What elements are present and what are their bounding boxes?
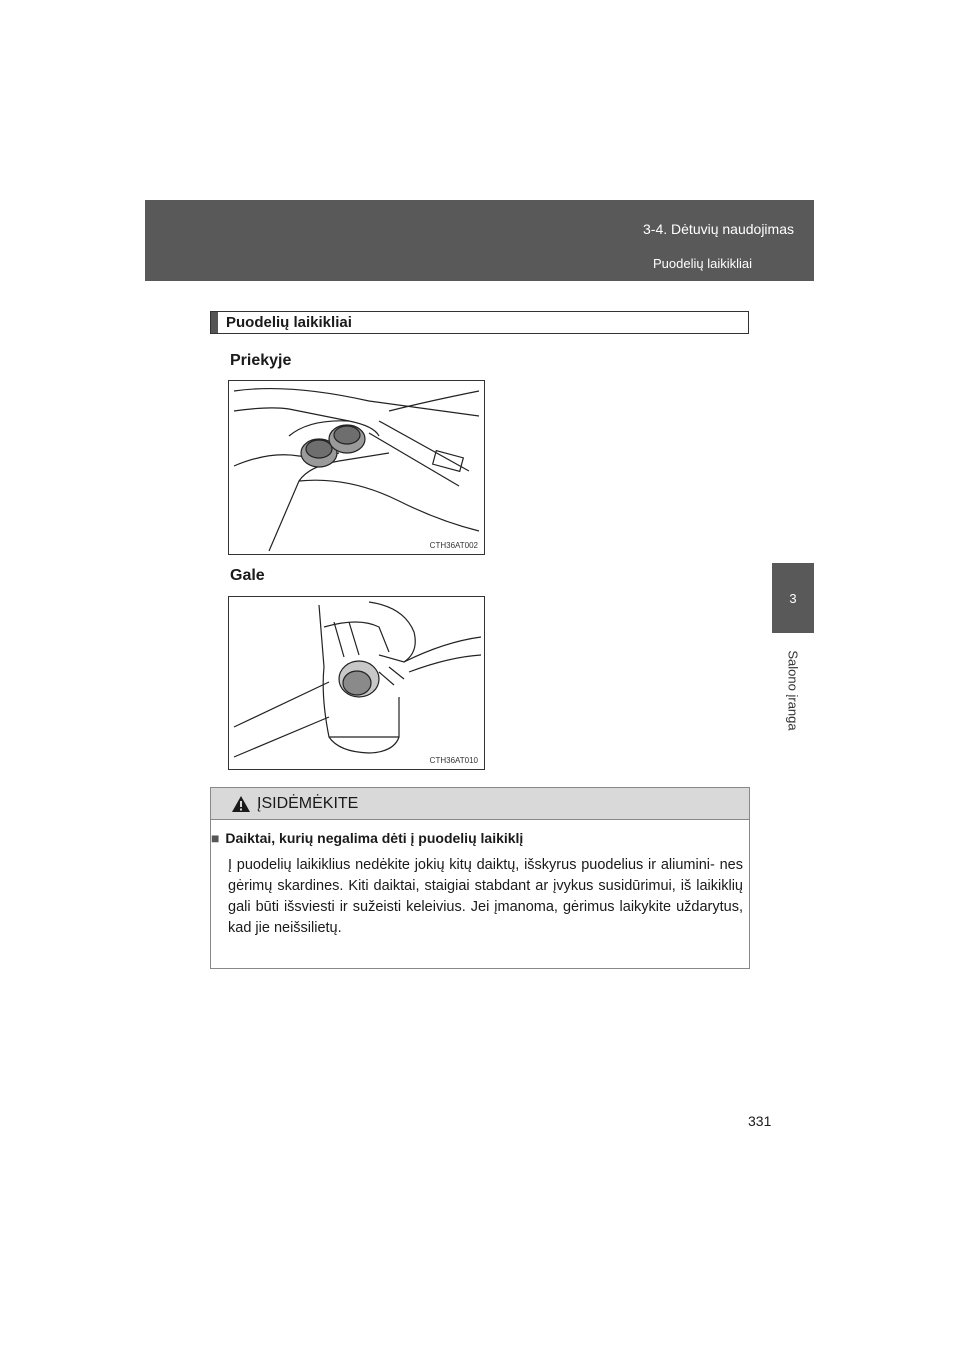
- caution-header: [211, 788, 749, 820]
- caution-title-text: Daiktai, kurių negalima dėti į puodelių laikiklį: [225, 830, 524, 846]
- figure-rear-label: Gale: [230, 567, 265, 584]
- section-title-bar: [211, 312, 218, 333]
- header-subsection-title: Puodelių laikikliai: [653, 256, 752, 271]
- warning-icon: [231, 795, 251, 813]
- chapter-number: 3: [789, 590, 797, 606]
- figure-rear-code: CTH36AT010: [429, 756, 478, 765]
- chapter-side-label: [772, 640, 814, 740]
- header-section-title: 3-4. Dėtuvių naudojimas: [643, 221, 794, 237]
- chapter-title: Salono įranga: [785, 649, 801, 731]
- caution-bullet-icon: ■: [211, 830, 220, 846]
- figure-rear-cup-holder: [228, 596, 485, 770]
- figure-front-code: CTH36AT002: [429, 541, 478, 550]
- front-cup-holder-illustration: [229, 381, 485, 555]
- caution-heading: ĮSIDĖMĖKITE: [257, 794, 359, 812]
- chapter-tab: [772, 563, 814, 633]
- caution-box: [210, 787, 750, 969]
- section-title-text: Puodelių laikikliai: [226, 314, 352, 331]
- figure-front-label: Priekyje: [230, 352, 292, 369]
- figure-front-cup-holders: [228, 380, 485, 555]
- caution-title: [211, 830, 523, 846]
- section-title: [210, 311, 749, 334]
- caution-body-text: Į puodelių laikiklius nedėkite jokių kitų daiktų, išskyrus puodelius ir aliumini- nes gėrimų skardines. Kiti daiktai, staigiai stabdant ar įvykus susidūrimui, iš laikiklių gali būti išsviesti ir sužeisti keleivius. Jei įmanoma, gėrimus laikykite uždarytus, kad jie neišsilietų.: [228, 857, 743, 936]
- rear-cup-holder-illustration: [229, 597, 485, 770]
- page-header: [145, 200, 814, 281]
- page-number: 331: [748, 1113, 772, 1129]
